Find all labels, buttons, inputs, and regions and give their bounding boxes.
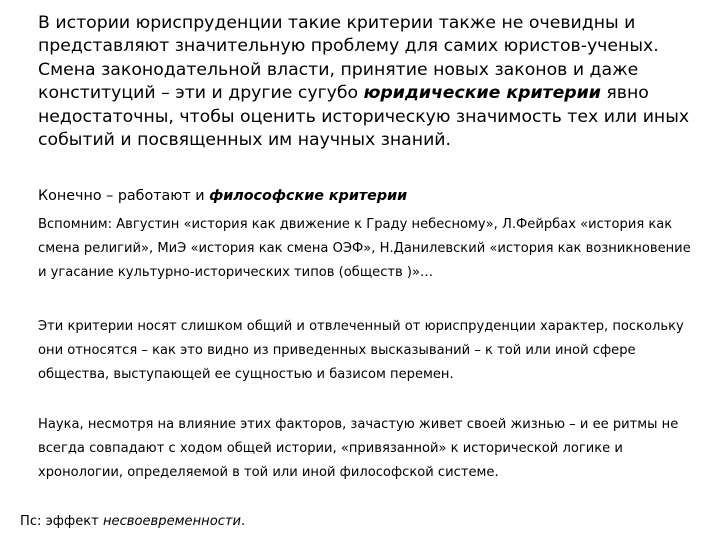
- science-paragraph: Наука, несмотря на влияние этих факторов, зачастую живет своей жизнью – и ее ритмы не всегда совпадают с ходом общей истории, «привязанной» к исторической логике и хронологии, определяемой в той или иной философской системе.: [38, 417, 679, 480]
- philosophy-paragraph: [38, 184, 700, 208]
- recall-paragraph: Вспомним: Августин «история как движение к Граду небесному», Л.Фейрбах «история как смена религий», МиЭ «история как смена ОЭФ», Н.Данилевский «история как возникновение и угасание культурно-исторических типов (обществ )»…: [38, 217, 691, 280]
- footnote-paragraph: [20, 510, 700, 534]
- philosophy-prefix: Конечно – работают и: [38, 188, 210, 204]
- footnote-prefix: Пс: эффект: [20, 514, 103, 529]
- criteria-paragraph: Эти критерии носят слишком общий и отвлеченный от юриспруденции характер, поскольку они относятся – как это видно из приведенных высказываний – к той или иной сфере общества, выступающей ее сущностью и базисом перемен.: [38, 319, 684, 382]
- footnote-emphasis: несвоевременности: [102, 514, 242, 529]
- intro-paragraph: [38, 12, 700, 152]
- intro-text-part2: явно недостаточны, чтобы оценить историческую значимость тех или иных событий и посвященных им научных знаний.: [38, 83, 690, 151]
- footnote-suffix: .: [241, 514, 246, 529]
- intro-text-part1: В истории юриспруденции такие критерии также не очевидны и представляют значительную проблему для самих юристов-ученых. Смена законодательной власти, принятие новых законов и даже конституций – эти и другие сугубо: [38, 13, 659, 104]
- intro-emphasis: юридические критерии: [363, 83, 601, 104]
- philosophy-emphasis: философские критерии: [209, 188, 408, 204]
